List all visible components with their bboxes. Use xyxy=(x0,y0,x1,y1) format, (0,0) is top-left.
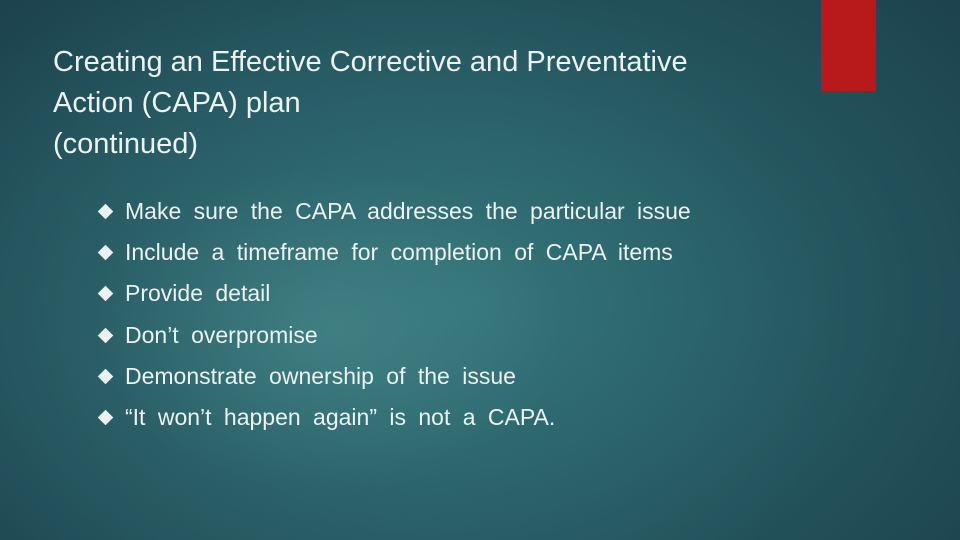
diamond-bullet-icon xyxy=(98,327,114,343)
bullet-item xyxy=(96,273,691,314)
diamond-bullet-icon xyxy=(98,410,114,426)
diamond-bullet-icon xyxy=(98,204,114,220)
bullet-text: Make sure the CAPA addresses the particular issue xyxy=(125,198,691,225)
bullet-item xyxy=(96,397,691,438)
bullet-text: Demonstrate ownership of the issue xyxy=(125,362,516,389)
slide-title xyxy=(53,42,833,165)
bullet-item xyxy=(96,356,691,397)
title-line: (continued) xyxy=(53,128,199,160)
bullet-text: “It won’t happen again” is not a CAPA. xyxy=(125,404,556,431)
bullet-item xyxy=(96,315,691,356)
title-line: Creating an Effective Corrective and Preventative xyxy=(53,46,688,78)
bullet-text: Provide detail xyxy=(125,280,271,307)
bullet-item xyxy=(96,232,691,273)
title-line: Action (CAPA) plan xyxy=(53,87,301,119)
bullet-item xyxy=(96,191,691,232)
diamond-bullet-icon xyxy=(98,369,114,385)
diamond-bullet-icon xyxy=(98,286,114,302)
bullet-list xyxy=(96,191,691,438)
bullet-text: Include a timeframe for completion of CAPA items xyxy=(125,239,673,266)
diamond-bullet-icon xyxy=(98,245,114,261)
bullet-text: Don’t overpromise xyxy=(125,321,318,348)
